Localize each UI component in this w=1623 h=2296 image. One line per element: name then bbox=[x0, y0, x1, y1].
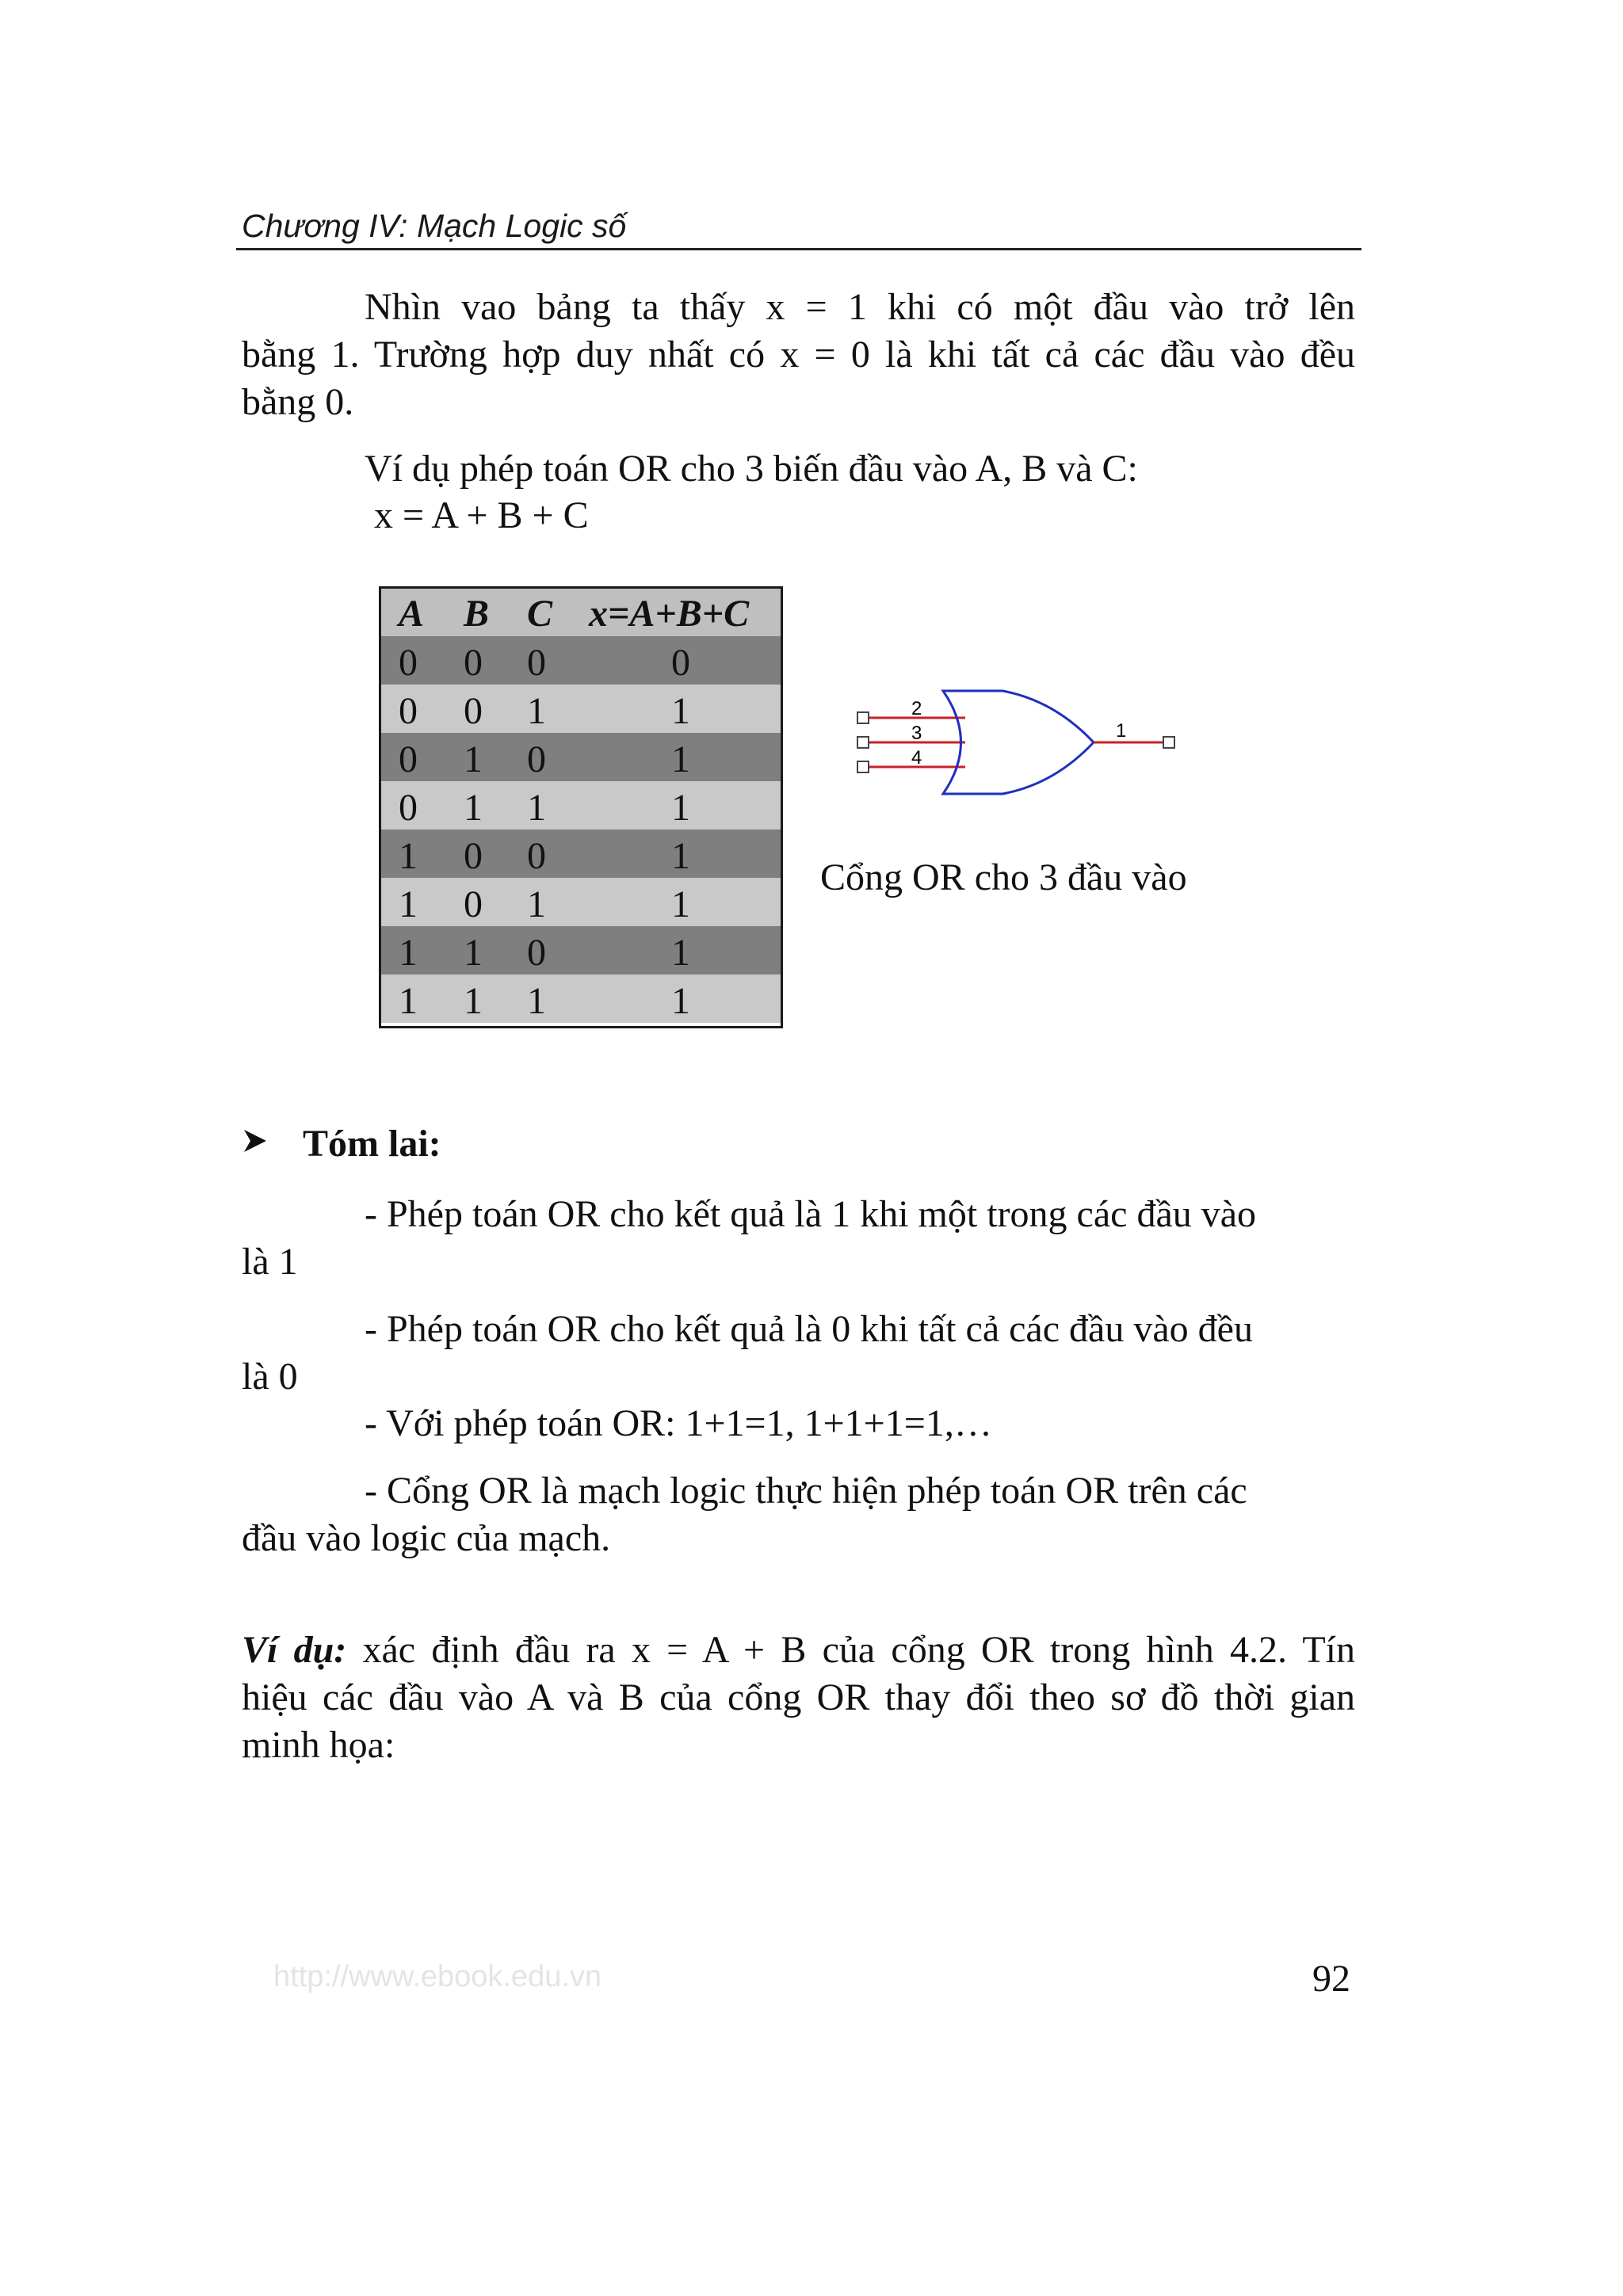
table-row bbox=[381, 636, 781, 685]
summary-item-2-line-1: - Phép toán OR cho kết quả là 0 khi tất cả các đầu vào đều bbox=[365, 1308, 1253, 1350]
cell-b: 1 bbox=[464, 932, 483, 974]
summary-item-4 bbox=[242, 1467, 1327, 1562]
summary-item-2 bbox=[242, 1306, 1327, 1401]
output-pin bbox=[1163, 737, 1174, 748]
example-label: Ví dụ: bbox=[242, 1629, 347, 1671]
summary-item-2-line-2: là 0 bbox=[242, 1356, 298, 1398]
gate-caption: Cổng OR cho 3 đầu vào bbox=[820, 856, 1187, 898]
summary-item-3: - Với phép toán OR: 1+1=1, 1+1+1=1,… bbox=[365, 1402, 992, 1444]
cell-b: 0 bbox=[464, 883, 483, 925]
cell-a: 1 bbox=[399, 835, 418, 877]
table-row bbox=[381, 733, 781, 781]
input-pin-3 bbox=[857, 737, 869, 748]
cell-a: 0 bbox=[399, 738, 418, 780]
intro-paragraph bbox=[242, 284, 1355, 426]
cell-x: 1 bbox=[671, 738, 690, 780]
cell-c: 1 bbox=[527, 690, 546, 732]
cell-x: 0 bbox=[671, 642, 690, 684]
summary-item-4-line-1: - Cổng OR là mạch logic thực hiện phép toán OR trên các bbox=[365, 1470, 1247, 1512]
cell-b: 0 bbox=[464, 835, 483, 877]
table-row bbox=[381, 685, 781, 733]
summary-item-4-line-2: đầu vào logic của mạch. bbox=[242, 1517, 611, 1559]
formula: x = A + B + C bbox=[374, 494, 589, 536]
or-gate-diagram bbox=[848, 681, 1197, 808]
truth-table bbox=[379, 586, 783, 1028]
intro-line-2: bằng 1. Trường hợp duy nhất có x = 0 là khi tất cả các đầu vào đều bbox=[242, 334, 1355, 376]
pin-label-4: 4 bbox=[911, 747, 922, 769]
table-row bbox=[381, 974, 781, 1023]
summary-item-1-line-2: là 1 bbox=[242, 1241, 298, 1283]
example-line-3: minh họa: bbox=[242, 1724, 395, 1766]
cell-c: 0 bbox=[527, 835, 546, 877]
cell-a: 0 bbox=[399, 690, 418, 732]
header-b: B bbox=[464, 593, 490, 635]
truth-table-header bbox=[381, 589, 781, 636]
table-row bbox=[381, 878, 781, 926]
example-line-2: hiệu các đầu vào A và B của cổng OR thay đổi theo sơ đồ thời gian bbox=[242, 1676, 1355, 1718]
summary-item-1 bbox=[242, 1191, 1327, 1286]
example-line-1-text: xác định đầu ra x = A + B của cổng OR trong hình 4.2. Tín bbox=[346, 1629, 1355, 1671]
input-pin-4 bbox=[857, 761, 869, 772]
header-rule bbox=[236, 248, 1361, 250]
header-x: x=A+B+C bbox=[589, 593, 750, 635]
header-a: A bbox=[399, 593, 425, 635]
cell-b: 1 bbox=[464, 980, 483, 1022]
pin-label-1: 1 bbox=[1116, 720, 1127, 742]
header-c: C bbox=[527, 593, 553, 635]
cell-a: 1 bbox=[399, 883, 418, 925]
cell-x: 1 bbox=[671, 787, 690, 829]
cell-a: 1 bbox=[399, 980, 418, 1022]
cell-x: 1 bbox=[671, 932, 690, 974]
cell-c: 1 bbox=[527, 787, 546, 829]
intro-line-3: bằng 0. bbox=[242, 381, 354, 423]
cell-c: 0 bbox=[527, 932, 546, 974]
cell-x: 1 bbox=[671, 980, 690, 1022]
example-paragraph bbox=[242, 1627, 1355, 1769]
cell-b: 1 bbox=[464, 787, 483, 829]
pin-label-3: 3 bbox=[911, 723, 922, 744]
cell-b: 1 bbox=[464, 738, 483, 780]
cell-x: 1 bbox=[671, 690, 690, 732]
cell-c: 1 bbox=[527, 980, 546, 1022]
cell-c: 1 bbox=[527, 883, 546, 925]
pin-label-2: 2 bbox=[911, 698, 922, 719]
cell-a: 0 bbox=[399, 787, 418, 829]
footer-url: http://www.ebook.edu.vn bbox=[273, 1960, 602, 1993]
table-row bbox=[381, 830, 781, 878]
example-line-1 bbox=[242, 1627, 1355, 1674]
example-intro: Ví dụ phép toán OR cho 3 biến đầu vào A, B và C: bbox=[365, 448, 1138, 490]
cell-x: 1 bbox=[671, 835, 690, 877]
arrow-bullet-icon bbox=[242, 1127, 269, 1154]
cell-b: 0 bbox=[464, 642, 483, 684]
cell-a: 0 bbox=[399, 642, 418, 684]
or-gate-body bbox=[943, 691, 1094, 794]
cell-b: 0 bbox=[464, 690, 483, 732]
cell-a: 1 bbox=[399, 932, 418, 974]
summary-title: Tóm lai: bbox=[303, 1123, 441, 1165]
cell-c: 0 bbox=[527, 738, 546, 780]
page-number: 92 bbox=[1312, 1958, 1350, 2000]
input-pin-2 bbox=[857, 712, 869, 723]
intro-line-1: Nhìn vao bảng ta thấy x = 1 khi có một đầu vào trở lên bbox=[365, 286, 1355, 328]
table-row bbox=[381, 781, 781, 830]
cell-x: 1 bbox=[671, 883, 690, 925]
cell-c: 0 bbox=[527, 642, 546, 684]
chapter-header: Chương IV: Mạch Logic số bbox=[242, 208, 627, 244]
table-row bbox=[381, 926, 781, 974]
summary-item-1-line-1: - Phép toán OR cho kết quả là 1 khi một trong các đầu vào bbox=[365, 1193, 1257, 1235]
